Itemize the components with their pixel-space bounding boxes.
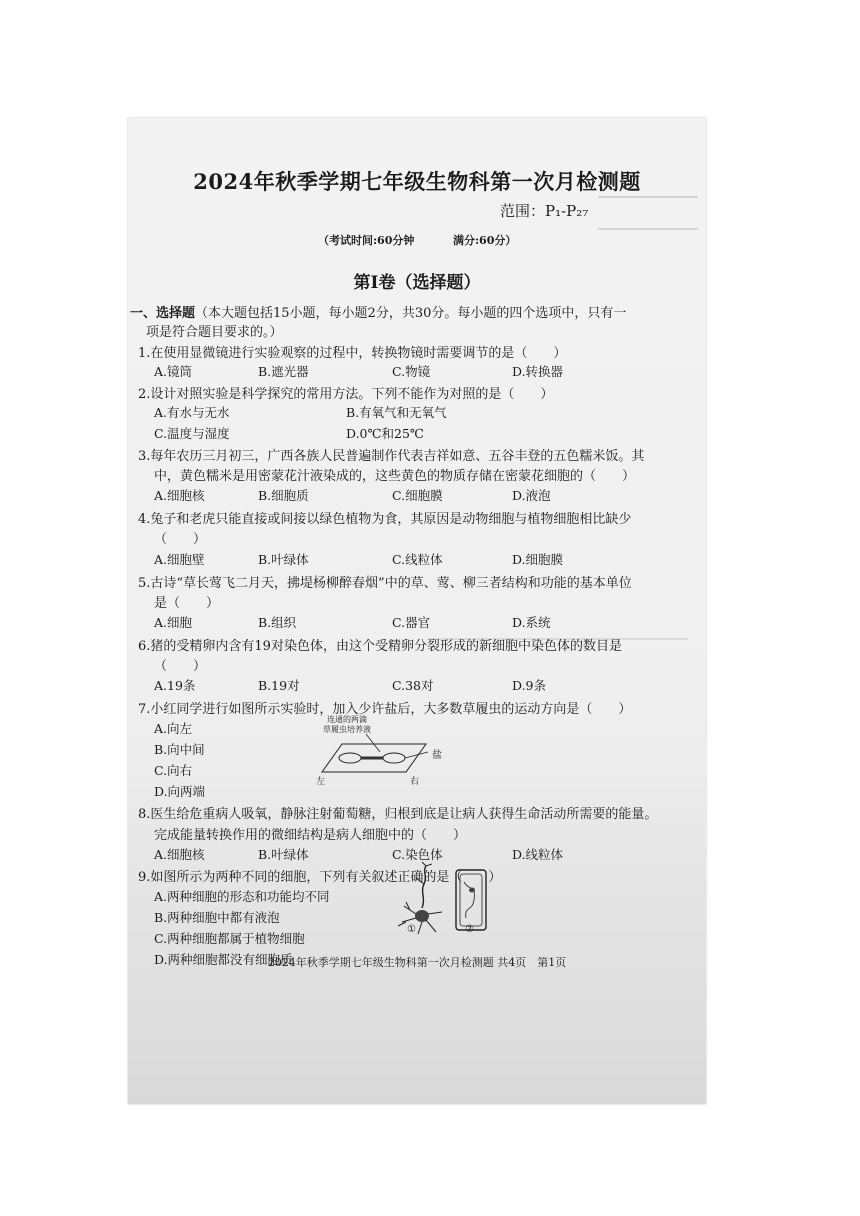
- question-6-stem-line1: 6.猪的受精卵内含有19对染色体，由这个受精卵分裂形成的新细胞中染色体的数目是: [138, 639, 622, 654]
- question-1-stem: 1.在使用显微镜进行实验观察的过程中，转换物镜时需要调节的是（ ）: [138, 346, 567, 361]
- question-3-option-b: B.细胞质: [258, 488, 309, 503]
- figure-9-label-1: ①: [407, 924, 416, 935]
- figure-7-right-label: 右: [410, 777, 420, 787]
- page-footer: 2024年秋季学期七年级生物科第一次月检测题 共4页 第1页: [267, 956, 567, 969]
- question-6-option-b: B.19对: [258, 678, 300, 693]
- question-2-option-b: B.有氧气和无氧气: [346, 405, 447, 420]
- figure-9-label-2: ②: [465, 924, 474, 935]
- figure-7-left-label: 左: [316, 777, 326, 787]
- question-4-option-b: B.叶绿体: [258, 552, 309, 567]
- question-2-stem: 2.设计对照实验是科学探究的常用方法。下列不能作为对照的是（ ）: [138, 387, 554, 402]
- section-text-2: 项是符合题目要求的。）: [146, 325, 283, 340]
- question-1-option-d: D.转换器: [512, 364, 564, 379]
- exam-time: （考试时间:60分钟: [318, 234, 415, 247]
- question-3-stem-line2: 中，黄色糯米是用密蒙花汁液染成的，这些黄色的物质存储在密蒙花细胞的（ ）: [154, 469, 636, 484]
- question-1-option-b: B.遮光器: [258, 364, 309, 379]
- question-3-option-d: D.液泡: [512, 488, 551, 503]
- question-2-option-c: C.温度与湿度: [154, 426, 230, 441]
- question-7-option-b: B.向中间: [154, 742, 205, 757]
- question-3-stem-line1: 3.每年农历三月初三，广西各族人民普遍制作代表吉祥如意、五谷丰登的五色糯米饭。其: [138, 449, 645, 464]
- question-8-option-c: C.染色体: [392, 847, 443, 862]
- question-1-option-a: A.镜筒: [154, 364, 193, 379]
- question-9-stem: 9.如图所示为两种不同的细胞，下列有关叙述正确的是（ ）: [138, 870, 502, 885]
- question-7-option-c: C.向右: [154, 763, 193, 778]
- question-7-stem: 7.小红同学进行如图所示实验时，加入少许盐后，大多数草履虫的运动方向是（ ）: [138, 702, 632, 717]
- question-5-option-c: C.器官: [392, 615, 431, 630]
- question-8-stem-line1: 8.医生给危重病人吸氧，静脉注射葡萄糖，归根到底是让病人获得生命活动所需要的能量。: [138, 807, 658, 822]
- question-9-option-a: A.两种细胞的形态和功能均不同: [154, 889, 330, 904]
- question-6-option-c: C.38对: [392, 678, 434, 693]
- bleed-through-mark: [598, 228, 698, 230]
- section-text: （本大题包括15小题，每小题2分，共30分。每小题的四个选项中，只有一: [195, 306, 627, 321]
- question-8-option-a: A.细胞核: [154, 847, 205, 862]
- question-7-option-a: A.向左: [154, 721, 193, 736]
- question-6-option-a: A.19条: [154, 678, 196, 693]
- question-5-stem-line1: 5.古诗“草长莺飞二月天，拂堤杨柳醉春烟”中的草、莺、柳三者结构和功能的基本单位: [138, 576, 632, 591]
- question-9-option-d: D.两种细胞都没有细胞质: [154, 952, 293, 967]
- figure-7-label-1: 连通的两滴: [327, 715, 367, 724]
- question-1-option-c: C.物镜: [392, 364, 431, 379]
- question-4-stem-line2: （ ）: [154, 532, 207, 547]
- question-2-option-a: A.有水与无水: [154, 405, 230, 420]
- question-3-option-c: C.细胞膜: [392, 488, 443, 503]
- question-2-option-d: D.0℃和25℃: [346, 426, 424, 441]
- exam-title: 2024年秋季学期七年级生物科第一次月检测题: [193, 169, 641, 194]
- question-4-stem-line1: 4.兔子和老虎只能直接或间接以绿色植物为食，其原因是动物细胞与植物细胞相比缺少: [138, 512, 632, 527]
- question-9-option-b: B.两种细胞中都有液泡: [154, 910, 280, 925]
- question-7-option-d: D.向两端: [154, 784, 206, 799]
- figure-7-salt-label: 盐: [432, 750, 442, 761]
- exam-page: [128, 118, 706, 1104]
- question-4-option-d: D.细胞膜: [512, 552, 564, 567]
- question-5-stem-line2: 是（ ）: [154, 596, 220, 611]
- question-5-option-d: D.系统: [512, 615, 551, 630]
- question-5-option-b: B.组织: [258, 615, 297, 630]
- question-6-option-d: D.9条: [512, 678, 547, 693]
- question-4-option-c: C.线粒体: [392, 552, 443, 567]
- figure-7-label-2: 草履虫培养液: [323, 725, 371, 734]
- question-4-option-a: A.细胞壁: [154, 552, 205, 567]
- question-8-option-d: D.线粒体: [512, 847, 564, 862]
- question-5-option-a: A.细胞: [154, 615, 193, 630]
- part-title: 第Ⅰ卷（选择题）: [353, 273, 481, 293]
- question-9-option-c: C.两种细胞都属于植物细胞: [154, 931, 305, 946]
- exam-range: 范围：P₁-P₂₇: [500, 202, 589, 220]
- question-6-stem-line2: （ ）: [154, 659, 207, 674]
- section-prefix: 一、选择题: [130, 306, 196, 321]
- section-instructions: [130, 302, 626, 321]
- exam-score: 满分:60分）: [453, 234, 517, 247]
- question-8-option-b: B.叶绿体: [258, 847, 309, 862]
- question-3-option-a: A.细胞核: [154, 488, 205, 503]
- neuron-cell-figure: [396, 862, 456, 940]
- bleed-through-mark: [598, 196, 698, 198]
- question-8-stem-line2: 完成能量转换作用的微细结构是病人细胞中的（ ）: [154, 828, 467, 843]
